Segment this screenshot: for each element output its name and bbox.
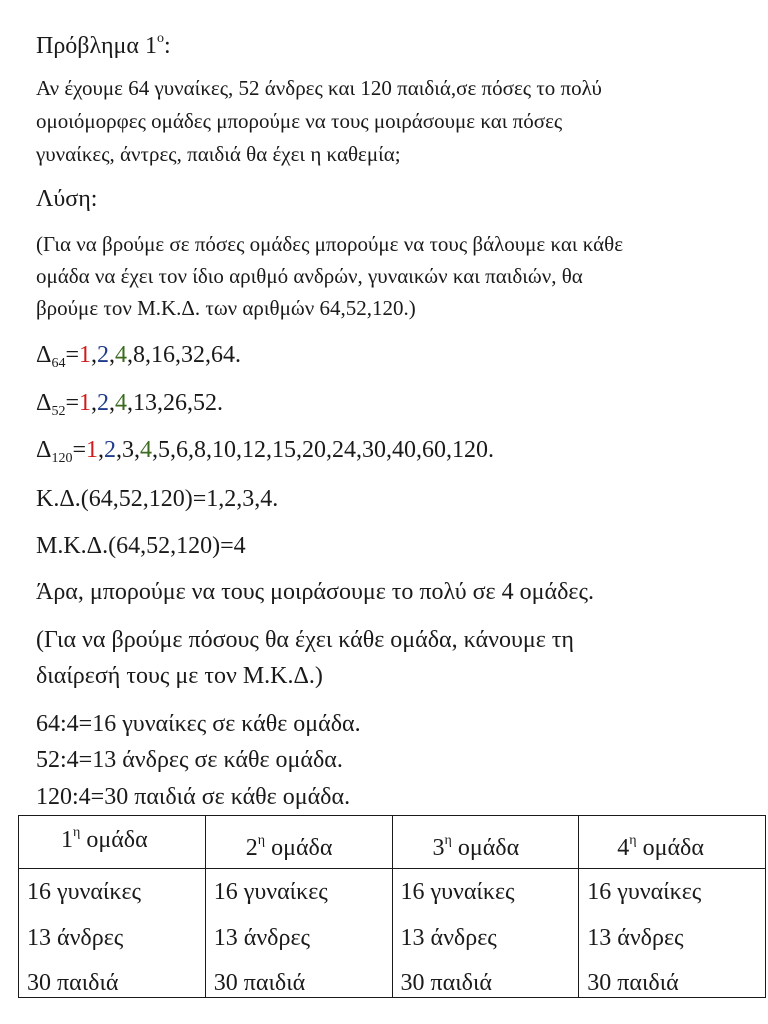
group-2-men: 13 άνδρες [213,925,311,951]
delta-symbol: Δ [36,437,52,463]
problem-title-sup: ο [156,31,164,46]
group-number-sup: η [257,833,266,848]
table-body-cell [579,869,766,998]
group-1-header [61,825,148,854]
group-2-children: 30 παιδιά [213,970,306,996]
division-note-line-1: (Για να βρούμε πόσους θα έχει κάθε ομάδα, κάνουμε τη [36,627,574,653]
group-number: 3 [432,835,445,861]
solution-note-line-1: (Για να βρούμε σε πόσες ομάδες μπορούμε να τους βάλουμε και κάθε [36,232,624,256]
divisors-rest: ,13,26,52. [126,390,223,416]
divisor-2: 2 [103,437,116,463]
group-label: ομάδα [636,835,704,861]
group-1-women: 16 γυναίκες [27,879,142,905]
group-4-header [617,833,704,862]
divisors-120: $\Delta_{120}=1,2,3,4,5,6,8,10,12,15,20,24,30,40,60,120$. [36,437,494,466]
group-3-women: 16 γυναίκες [400,879,515,905]
equals-sign: = [72,437,86,463]
divisor-1: 1 [78,390,91,416]
common-divisors: Κ.Δ.(64,52,120)=1,2,3,4. [36,486,279,512]
problem-title [36,32,171,58]
group-label: ομάδα [265,835,333,861]
group-number: 4 [617,835,630,861]
table-header-row [19,816,766,869]
table-body-cell [392,869,579,998]
group-number-sup: η [73,825,81,840]
division-children: 120:4=30 παιδιά σε κάθε ομάδα. [36,784,351,810]
table-body-cell [19,869,206,998]
gcd-line: Μ.Κ.Δ.(64,52,120)=4 [36,533,246,559]
group-number-sup: η [629,833,637,848]
equals-sign: = [65,390,79,416]
group-1-men: 13 άνδρες [27,925,124,951]
group-4-women: 16 γυναίκες [587,879,702,905]
divisors-rest: ,5,6,8,10,12,15,20,24,30,40,60,120. [151,437,494,463]
table-header-cell [205,816,392,869]
delta-subscript: 120 [51,451,73,466]
division-note-line-2: διαίρεσή τους με τον Μ.Κ.Δ.) [36,663,323,689]
solution-heading: Λύση: [36,186,98,212]
divisor-1: 1 [85,437,98,463]
delta-symbol: Δ [36,342,52,368]
divisors-52: $\Delta_{52}=1,2,4,13,26,52$. [36,390,223,419]
divisor-1: 1 [78,342,91,368]
divisor-2: 2 [96,342,109,368]
table-header-cell [19,816,206,869]
solution-note-line-3: βρούμε τον Μ.Κ.Δ. των αριθμών 64,52,120.) [36,296,416,320]
group-label: ομάδα [451,835,520,861]
table-body-cell [205,869,392,998]
group-number-sup: η [444,833,452,848]
problem-title-suffix: : [163,33,171,59]
divisors-64: $\Delta_{64}=1,2,4,8,16,32,64$. [36,342,241,371]
equals-sign: = [65,342,79,368]
group-label: ομάδα [80,827,148,853]
group-4-men: 13 άνδρες [587,925,684,951]
groups-table [18,815,766,998]
divisors-rest: ,8,16,32,64. [126,342,241,368]
group-3-children: 30 παιδιά [400,970,492,996]
delta-subscript: 64 [51,356,66,371]
group-2-header [246,833,333,862]
divisor-2: 2 [96,390,109,416]
group-3-men: 13 άνδρες [400,925,497,951]
table-body-row [19,869,766,998]
problem-text-line-2: ομοιόμορφες ομάδες μπορούμε να τους μοιράσουμε και πόσες [36,109,563,133]
group-number: 2 [245,835,258,861]
problem-title-text: Πρόβλημα 1 [36,33,157,59]
divisor-4: 4 [114,342,127,368]
problem-text-line-1: Αν έχουμε 64 γυναίκες, 52 άνδρες και 120 παιδιά,σε πόσες το πολύ [36,76,602,100]
solution-note-line-2: ομάδα να έχει τον ίδιο αριθμό ανδρών, γυναικών και παιδιών, θα [36,264,583,288]
divisor-4: 4 [139,437,152,463]
problem-text-line-3: γυναίκες, άντρες, παιδιά θα έχει η καθεμία; [36,142,401,166]
table-header-cell [579,816,766,869]
conclusion-line: Άρα, μπορούμε να τους μοιράσουμε το πολύ σε 4 ομάδες. [36,579,594,605]
group-4-children: 30 παιδιά [587,970,679,996]
divisor-4: 4 [114,390,127,416]
divisor-3: ,3, [115,437,140,463]
division-women: 64:4=16 γυναίκες σε κάθε ομάδα. [36,711,361,737]
delta-symbol: Δ [36,390,52,416]
group-3-header [433,833,520,862]
table-header-cell [392,816,579,869]
group-number: 1 [61,827,73,853]
delta-subscript: 52 [51,404,66,419]
group-1-children: 30 παιδιά [27,970,119,996]
group-2-women: 16 γυναίκες [213,879,328,905]
division-men: 52:4=13 άνδρες σε κάθε ομάδα. [36,747,343,773]
